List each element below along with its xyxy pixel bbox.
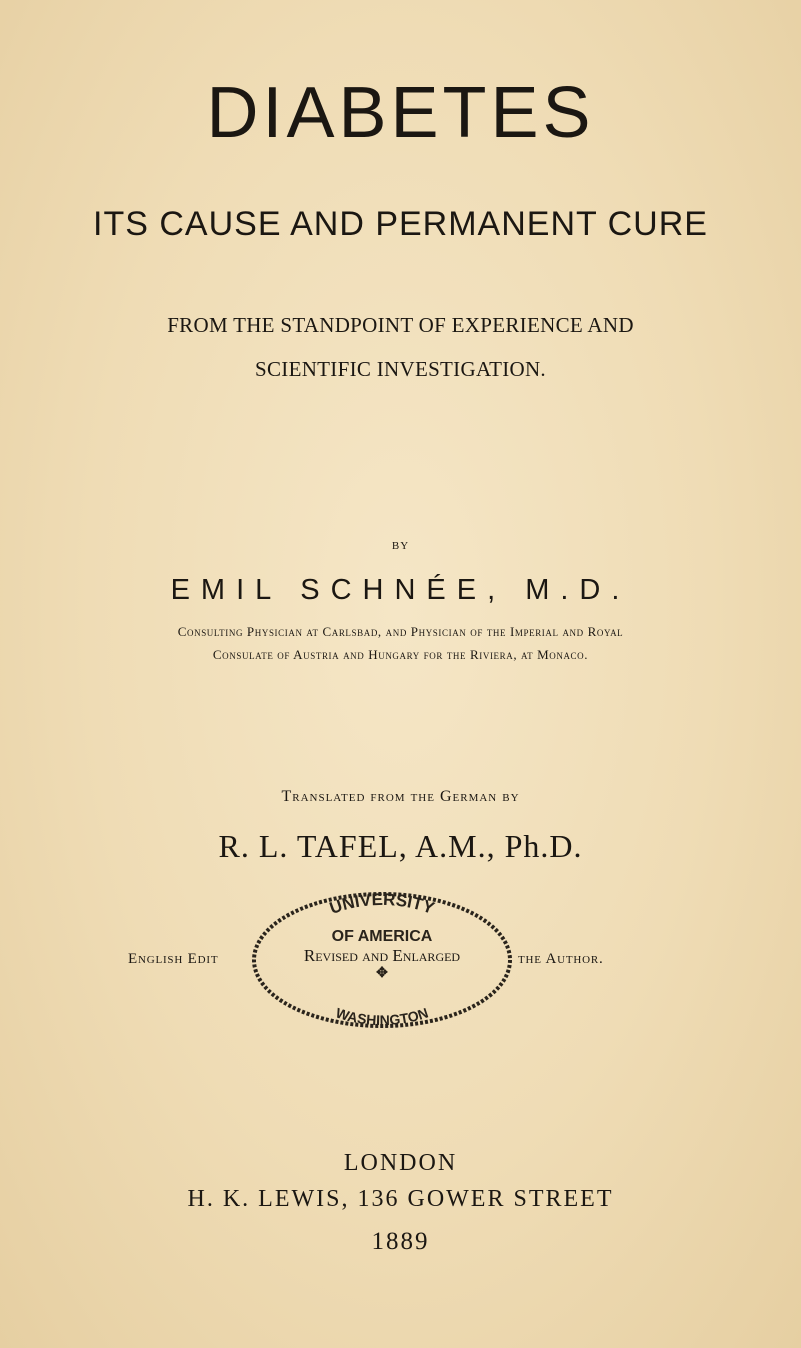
by-label: BY <box>391 540 410 552</box>
stamp-emblem-icon: ✥ <box>376 964 388 980</box>
imprint-place: LONDON <box>343 1150 458 1176</box>
stamp-text-middle: OF AMERICA <box>331 928 433 945</box>
edition-note-right: the Author. <box>518 951 604 967</box>
subtitle-line-2: SCIENTIFIC INVESTIGATION. <box>255 357 546 381</box>
subtitle-line-1: FROM THE STANDPOINT OF EXPERIENCE AND <box>167 313 634 337</box>
translator-name: R. L. TAFEL, A.M., Ph.D. <box>218 828 583 864</box>
author-credentials-line-1: Consulting Physician at Carlsbad, and Physician of the Imperial and Royal <box>177 624 624 639</box>
publisher-line: H. K. LEWIS, 136 GOWER STREET <box>187 1186 614 1212</box>
book-title: DIABETES <box>206 73 595 153</box>
stamp-text-top: UNIVERSITY <box>327 889 437 918</box>
author-name: EMIL SCHNÉE, M.D. <box>170 574 631 606</box>
author-credentials-line-2: Consulate of Austria and Hungary for the Riviera, at Monaco. <box>212 647 589 662</box>
stamp-overprint-text: Revised and Enlarged <box>303 946 461 965</box>
library-stamp <box>242 885 522 1030</box>
stamp-text-bottom: WASHINGTON <box>333 1004 431 1029</box>
book-subtitle: ITS CAUSE AND PERMANENT CURE <box>93 205 708 243</box>
publication-year: 1889 <box>371 1228 430 1255</box>
translated-by-label: Translated from the German by <box>281 788 520 805</box>
edition-note-left: English Edit <box>128 951 219 967</box>
